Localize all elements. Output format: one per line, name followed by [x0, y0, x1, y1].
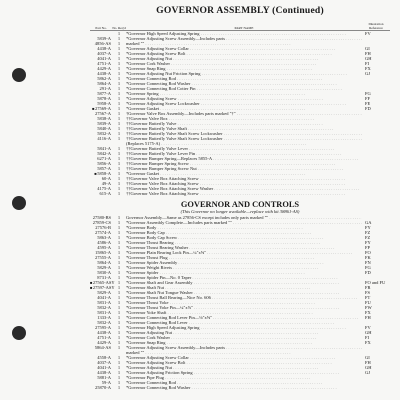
illustration-reference: GH — [365, 56, 372, 61]
quantity-required: 1 — [117, 365, 121, 370]
part-name-cell — [126, 385, 362, 390]
part-name: *Governor Adjusting Friction Spring . . . — [126, 370, 339, 375]
part-name: *Governor Assembly Complete—Includes parts marked "" . . . — [126, 220, 362, 225]
part-name: ††Governor Bumper Spring—Replaces 5855-A . . . — [126, 156, 358, 161]
part-number: 5958-A — [97, 101, 111, 106]
quantity-required-cell — [112, 191, 126, 196]
part-name: *Governor Shaft and Gear Assembly . . . — [126, 280, 339, 285]
illustration-reference: FZ — [365, 230, 371, 235]
illustration-reference: FO — [365, 250, 371, 255]
part-name: *Governor Adjusting Screw Bolt . . . — [126, 51, 332, 56]
illustration-reference: FD — [365, 270, 371, 275]
part-name: *Governor Connecting Rod Washer . . . — [126, 81, 337, 86]
part-number: 5864-A — [97, 260, 111, 265]
part-name: marked "" . . . — [126, 41, 291, 46]
part-number: 27565-ASY — [92, 280, 115, 285]
binder-edge — [0, 0, 48, 400]
quantity-required: 1 — [117, 355, 121, 360]
part-name: ††Governor Butterfly Valve Lever Pin . . . — [126, 151, 341, 156]
parts-list-governor-assembly — [90, 31, 390, 196]
part-number: 15865-A — [95, 250, 111, 255]
part-number: 5829-A — [97, 290, 111, 295]
quantity-required: 1 — [117, 275, 121, 280]
part-name: *Governor Thrust Plug . . . — [126, 255, 314, 260]
part-number: 27555-A — [95, 255, 111, 260]
part-number: 4586-A — [97, 240, 111, 245]
part-number: 5864-A — [97, 81, 111, 86]
part-number: 4558-A — [97, 355, 111, 360]
illustration-reference: FR — [365, 285, 371, 290]
part-number: 5877-A — [97, 91, 111, 96]
column-header — [90, 18, 390, 31]
quantity-required: 1 — [117, 290, 121, 295]
illustration-reference: FZ — [365, 235, 371, 240]
quantity-required: 1 — [117, 176, 121, 181]
part-number: 5830-A — [97, 270, 111, 275]
part-name: ††Governor Butterfly Valve Shaft Screw Lockwasher . . . — [126, 131, 362, 136]
section-title-governor-controls: GOVERNOR AND CONTROLS — [180, 200, 300, 209]
quantity-required: 1 — [117, 220, 121, 225]
quantity-required: 1 — [117, 96, 121, 101]
part-name: *Governor Adjusting Screw Collar . . . — [126, 46, 335, 51]
part-name: ††Governor Butterfly Valve Shaft . . . — [126, 126, 333, 131]
part-number: 4438-A — [97, 330, 111, 335]
part-name: *Governor Thrust Ball Bearing—Nice No. 606 . . . — [126, 295, 357, 300]
part-name: *Governor Cork Washer . . . — [126, 335, 316, 340]
quantity-required: 1 — [117, 146, 121, 151]
part-number: 291-A — [99, 86, 111, 91]
part-name: (Replaces 5175-A) . . . — [126, 141, 306, 146]
quantity-required: 1 — [117, 265, 121, 270]
illustration-reference: GH — [365, 365, 372, 370]
illustration-reference: FY — [365, 225, 371, 230]
quantity-required: 1 — [117, 31, 121, 36]
illustration-reference: FV — [365, 31, 371, 36]
illustration-reference: FP — [365, 245, 371, 250]
part-number: 5829-A — [97, 265, 111, 270]
part-name: ††Governor Valve Box Attaching Screw . . . — [126, 191, 345, 196]
part-number: 4175-A — [97, 186, 111, 191]
part-name: *Governor Weight Rivets . . . — [126, 265, 318, 270]
quantity-required: 1 — [117, 245, 121, 250]
illustration-reference: GI — [365, 46, 370, 51]
illustration-reference: FG — [365, 265, 371, 270]
part-number: 4751-A — [97, 61, 111, 66]
part-number: 5857-A — [97, 166, 111, 171]
part-number: 5839-A — [97, 121, 111, 126]
quantity-required: 1 — [117, 285, 121, 290]
illustration-reference: GJ — [365, 370, 371, 375]
illustration-reference: GI — [365, 355, 370, 360]
part-name: *Governor Adjusting Screw . . . — [126, 96, 323, 101]
part-name: *Governor Thrust Yoke Pin—¼"x⅞" . . . — [126, 305, 339, 310]
illustration-reference-cell — [362, 385, 390, 390]
part-number: 27569-A — [95, 106, 111, 111]
part-number: 1333-A — [97, 315, 111, 320]
quantity-required: 1 — [117, 330, 121, 335]
illustration-reference: FX — [365, 310, 371, 315]
quantity-required: 1 — [117, 86, 121, 91]
part-number: 5841-A — [97, 146, 111, 151]
part-name: *Governor Connecting Rod Cotter Pin . . . — [126, 86, 342, 91]
table-row — [90, 191, 390, 196]
quantity-required-cell — [112, 385, 126, 390]
part-number: 27859-CS — [92, 220, 111, 225]
illustration-reference: FI — [365, 335, 370, 340]
part-name: *Governor Adjusting Screw Lockwasher . . . — [126, 101, 346, 106]
part-number: 4429-A — [97, 340, 111, 345]
part-number: 4429-A — [97, 66, 111, 71]
illustration-reference: FN — [365, 260, 371, 265]
part-name: *Governor Body Cap Screw . . . — [126, 235, 323, 240]
quantity-required: 1 — [117, 91, 121, 96]
binder-hole — [12, 68, 26, 82]
part-number: 5832-A — [97, 131, 111, 136]
quantity-required: 1 — [117, 51, 121, 56]
part-number-cell — [90, 191, 112, 196]
part-number: 4041-A — [97, 56, 111, 61]
quantity-required: 1 — [117, 320, 121, 325]
illustration-reference: GA — [365, 220, 372, 225]
quantity-required: 1 — [117, 171, 121, 176]
part-number: 59-A — [101, 380, 111, 385]
page-content — [90, 6, 390, 390]
part-name: ††Governor Valve Box Attaching Screw . . . — [126, 176, 345, 181]
illustration-reference: FH — [365, 360, 371, 365]
part-name: *Governor Adjusting Nut . . . — [126, 56, 318, 61]
quantity-required: 1 — [117, 295, 121, 300]
part-name: *Governor Yoke Shaft . . . — [126, 310, 313, 315]
part-name: *Governor Body Cap . . . — [126, 230, 311, 235]
part-name: *Governor Spring . . . — [126, 91, 305, 96]
quantity-required: 1 — [117, 116, 121, 121]
col-part-no: Part No. — [95, 26, 107, 30]
quantity-required: 1 — [117, 270, 121, 275]
part-number: 49-A — [101, 181, 111, 186]
quantity-required: 1 — [117, 385, 121, 390]
quantity-required: 1 — [117, 61, 121, 66]
quantity-required: 1 — [117, 186, 121, 191]
part-number: 5864-AS — [94, 345, 111, 350]
part-name: *Governor Connecting Rod Washer . . . — [126, 385, 337, 390]
part-name: ††Governor Butterfly Valve Shaft Screw Lockwasher . . . — [126, 136, 362, 141]
part-number: 4856-AS — [94, 41, 111, 46]
part-number: 5838-A — [97, 116, 111, 121]
part-number: 4037-A — [97, 360, 111, 365]
quantity-required: 1 — [117, 46, 121, 51]
part-name: *Governor Thrust Yoke . . . — [126, 300, 315, 305]
quantity-required: 1 — [117, 345, 121, 350]
quantity-required: 1 — [117, 335, 121, 340]
col-req: No. Req'd — [112, 26, 126, 30]
quantity-required: 1 — [117, 230, 121, 235]
binder-hole — [12, 326, 26, 340]
part-number: 5831-A — [97, 300, 111, 305]
illustration-reference: FO and FU — [365, 280, 386, 285]
part-number: 5862-A — [97, 76, 111, 81]
part-name: *Governor Snap Ring . . . — [126, 66, 312, 71]
part-name-cell — [126, 191, 362, 196]
part-number: 27580-BS — [92, 215, 111, 220]
part-number: 5878-A — [97, 96, 111, 101]
part-number: 27574-A — [95, 230, 111, 235]
illustration-reference: FG — [365, 91, 371, 96]
illustration-reference: FI — [365, 61, 370, 66]
part-number: 5858-A — [97, 171, 111, 176]
parts-list-governor-controls — [90, 215, 390, 390]
part-name: *Governor Spider Assembly . . . — [126, 260, 324, 265]
part-name: ††Governor Butterfly Valve . . . — [126, 121, 323, 126]
part-name: *Governor High Speed Adjusting Spring . . . — [126, 325, 346, 330]
quantity-required: 1 — [117, 225, 121, 230]
part-name: *Governor Spider Pin—No. 0 Taper . . . — [126, 275, 337, 280]
part-name: *Governor Pipe Plug . . . — [126, 375, 310, 380]
quantity-required: 1 — [117, 81, 121, 86]
part-name: *Governor Connecting Rod . . . — [126, 380, 322, 385]
part-name: *Governor Adjusting Nut . . . — [126, 330, 318, 335]
quantity-required: 1 — [117, 240, 121, 245]
part-number: 5856-A — [97, 161, 111, 166]
part-name: *Governor Adjusting Screw Assembly—Includes parts . . . — [126, 345, 362, 350]
section-title-governor-assembly: GOVERNOR ASSEMBLY (Continued) — [156, 5, 324, 16]
part-name: *Governor Snap Ring . . . — [126, 340, 312, 345]
quantity-required: 1 — [117, 370, 121, 375]
part-name: *Governor Connecting Rod Lever . . . — [126, 320, 334, 325]
quantity-required: 1 — [117, 360, 121, 365]
part-number: 60-A — [101, 176, 111, 181]
part-number: 27595-A — [95, 325, 111, 330]
quantity-required: 1 — [117, 111, 121, 116]
quantity-required: 1 — [117, 166, 121, 171]
part-number: 5839-A — [97, 36, 111, 41]
part-name: *Governor Cork Washer . . . — [126, 61, 316, 66]
illustration-reference: GJ — [365, 71, 371, 76]
quantity-required: 1 — [117, 375, 121, 380]
quantity-required: 1 — [117, 215, 121, 220]
part-name: *Governor Adjusting Screw Collar . . . — [126, 355, 335, 360]
quantity-required: 1 — [117, 310, 121, 315]
part-name: *Governor Connecting Rod . . . — [126, 76, 322, 81]
part-number: 5863-A — [97, 235, 111, 240]
quantity-required: 1 — [117, 41, 121, 46]
part-number: 615-A — [99, 191, 111, 196]
illustration-reference: FY — [365, 240, 371, 245]
illustration-reference: FW — [365, 305, 372, 310]
illustration-reference: GH — [365, 330, 372, 335]
part-number: 25870-A — [95, 385, 111, 390]
part-number: 5840-A — [97, 126, 111, 131]
part-name: *Governor Adjusting Screw Assembly—Includes parts . . . — [126, 36, 362, 41]
part-name: *Governor Connecting Rod Lever Pin—⅛"x⅝" . . . — [126, 315, 358, 320]
part-name: *Governor Adjusting Screw Bolt . . . — [126, 360, 332, 365]
part-name: ††Governor Bumper Spring Screw Nut . . . — [126, 166, 343, 171]
quantity-required: 1 — [117, 250, 121, 255]
quantity-required: 1 — [117, 300, 121, 305]
quantity-required: 1 — [117, 76, 121, 81]
quantity-required: 1 — [117, 156, 121, 161]
part-number: 5831-A — [97, 310, 111, 315]
binder-hole — [12, 196, 26, 210]
part-number: 4438-A — [97, 370, 111, 375]
part-number: 5881-A — [97, 375, 111, 380]
quantity-required: 1 — [117, 71, 121, 76]
quantity-required: 1 — [117, 136, 121, 141]
part-number: 27597-ASY — [92, 285, 115, 290]
illustration-reference: FF — [365, 96, 371, 101]
illustration-reference: FH — [365, 315, 371, 320]
quantity-required: 1 — [117, 36, 121, 41]
quantity-required: 1 — [117, 191, 121, 196]
part-name: *Governor Gasket . . . — [126, 171, 305, 176]
illustration-reference: FU — [365, 300, 371, 305]
part-number: 6271-A — [97, 156, 111, 161]
illustration-reference: FD — [365, 106, 371, 111]
quantity-required: 1 — [117, 181, 121, 186]
quantity-required: 1 — [117, 235, 121, 240]
quantity-required: 1 — [117, 255, 121, 260]
section-note: (This Governor no longer available—replace with kit 38861-AS) — [180, 209, 300, 214]
part-number: 4041-A — [97, 365, 111, 370]
part-name: *Governor Adjusting Nut . . . — [126, 365, 318, 370]
part-name: †Governor Valve Box Assembly—Includes parts marked "†" . . . — [126, 111, 362, 116]
quantity-required: 1 — [117, 151, 121, 156]
quantity-required: 1 — [117, 340, 121, 345]
part-name: *Governor Body . . . — [126, 225, 303, 230]
part-name: ††Governor Valve Box . . . — [126, 116, 314, 121]
part-number: 4595-A — [97, 245, 111, 250]
illustration-reference: FE — [365, 101, 371, 106]
part-number: 27576-B — [95, 225, 111, 230]
illustration-reference: FX — [365, 66, 371, 71]
illustration-reference: FH — [365, 51, 371, 56]
part-number: 5842-A — [97, 151, 111, 156]
part-name: ††Governor Valve Box Attaching Screw Washer . . . — [126, 186, 359, 191]
part-number: 4041-A — [97, 295, 111, 300]
illustration-reference-cell — [362, 191, 390, 196]
part-name: ††Governor Butterfly Valve Lever . . . — [126, 146, 334, 151]
part-number: 8731-A — [97, 275, 111, 280]
illustration-reference: FV — [365, 325, 371, 330]
part-number-cell — [90, 385, 112, 390]
part-name: *Governor Thrust Bearing . . . — [126, 240, 320, 245]
part-name: *Governor High Speed Adjusting Spring . . . — [126, 31, 346, 36]
illustration-reference: FS — [365, 290, 371, 295]
quantity-required: 1 — [117, 106, 121, 111]
quantity-required: 1 — [117, 305, 121, 310]
part-number: 4751-A — [97, 335, 111, 340]
part-number: 5832-A — [97, 305, 111, 310]
part-name: ††Governor Bumper Spring Screw . . . — [126, 161, 335, 166]
part-number: 27567-A — [95, 111, 111, 116]
part-number: 4037-A — [97, 51, 111, 56]
quantity-required: 1 — [117, 101, 121, 106]
quantity-required: 1 — [117, 131, 121, 136]
part-number: 4116-A — [97, 136, 111, 141]
table-row — [90, 385, 390, 390]
quantity-required: 1 — [117, 260, 121, 265]
quantity-required: 1 — [117, 161, 121, 166]
part-name: Governor Assembly—Same as 27856-CS except includes only parts marked "" . . . — [126, 215, 362, 220]
part-name: *Governor Shaft Nut . . . — [126, 285, 310, 290]
part-name: ††Governor Valve Box Attaching Screw . . . — [126, 181, 345, 186]
part-name: *Governor Gasket . . . — [126, 106, 305, 111]
col-part-name: PART NAME — [234, 26, 254, 30]
col-illustration-ref: Illustration Reference — [368, 22, 384, 30]
quantity-required: 1 — [117, 66, 121, 71]
part-number: 4438-A — [97, 71, 111, 76]
part-number: 4438-A — [97, 46, 111, 51]
part-name: marked "" . . . — [126, 350, 291, 355]
quantity-required: 1 — [117, 325, 121, 330]
quantity-required: 1 — [117, 315, 121, 320]
quantity-required: 1 — [117, 126, 121, 131]
illustration-reference: FX — [365, 340, 371, 345]
quantity-required: 1 — [117, 56, 121, 61]
part-name: *Governor Adjusting Nut Friction Spring . . . — [126, 71, 347, 76]
quantity-required: 1 — [117, 121, 121, 126]
quantity-required: 1 — [117, 380, 121, 385]
part-name: *Governor Shaft Nut Tongue Washer . . . — [126, 290, 339, 295]
part-number: 5832-A — [97, 320, 111, 325]
part-name: *Governor Thrust Bearing Washer . . . — [126, 245, 334, 250]
part-name: *Governor Spider . . . — [126, 270, 305, 275]
part-name: *Governor Plain Bearing Lock Pin—¼"x⅝" . . . — [126, 250, 352, 255]
illustration-reference: FK — [365, 255, 371, 260]
quantity-required: 1 — [117, 280, 121, 285]
illustration-reference: FT — [365, 295, 371, 300]
